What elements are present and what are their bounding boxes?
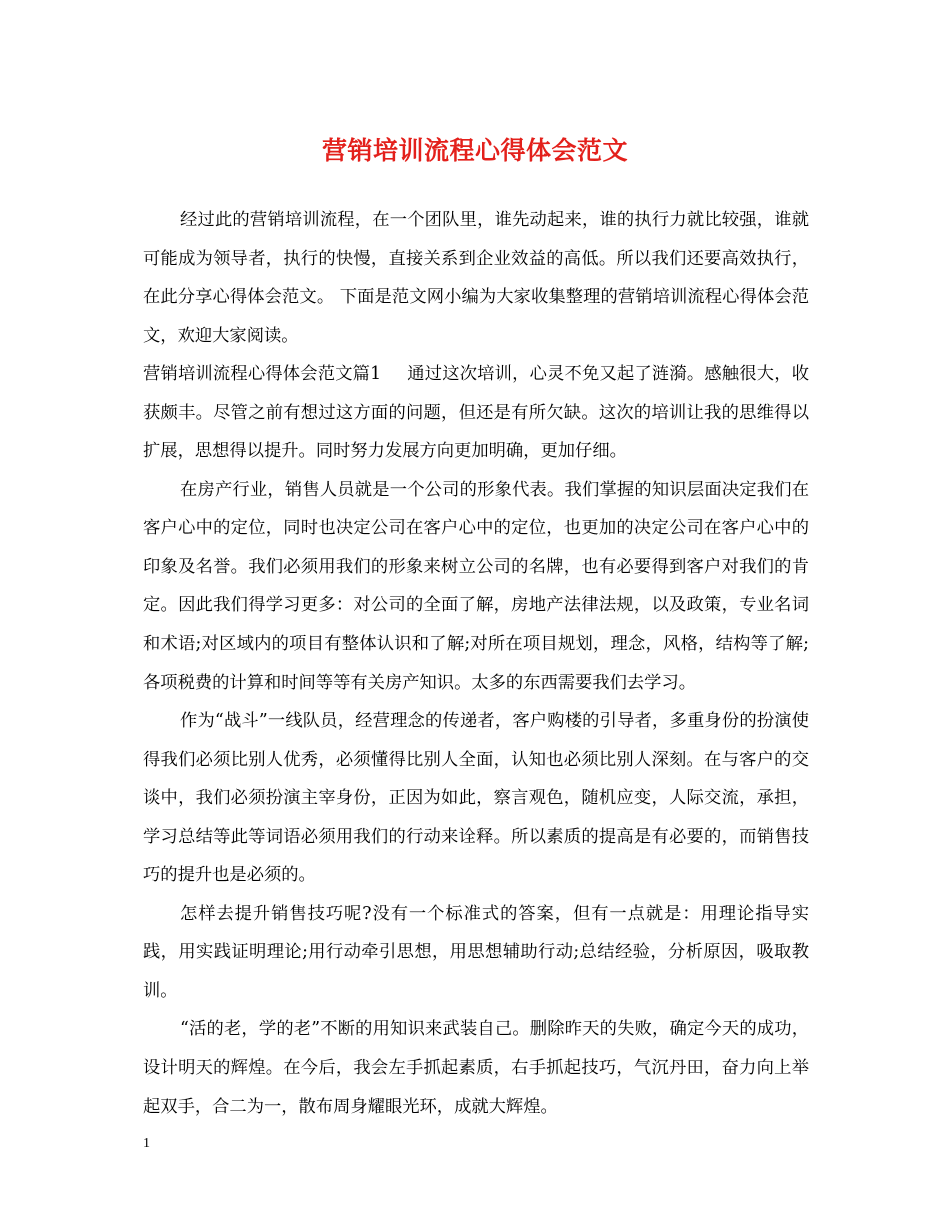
section-heading: 营销培训流程心得体会范文篇1 bbox=[143, 364, 382, 385]
paragraph-conclusion: “活的老，学的老”不断的用知识来武装自己。删除昨天的失败，确定今天的成功，设计明天的辉煌。在今后，我会左手抓起素质，右手抓起技巧，气沉丹田，奋力向上举起双手，合二为一，散布周身耀眼光环，成就大辉煌。 bbox=[143, 1019, 809, 1117]
document-body bbox=[143, 201, 809, 1126]
document-title: 营销培训流程心得体会范文 bbox=[321, 136, 628, 165]
paragraph-frontline: 作为“战斗”一线队员，经营理念的传递者，客户购楼的引导者，多重身份的扮演使得我们必须比别人优秀，必须懂得比别人全面，认知也必须比别人深刻。在与客户的交谈中，我们必须扮演主宰身份，正因为如此，察言观色，随机应变，人际交流，承担，学习总结等此等词语必须用我们的行动来诠释。所以素质的提高是有必要的，而销售技巧的提升也是必须的。 bbox=[143, 711, 809, 886]
paragraph-intro: 经过此的营销培训流程，在一个团队里，谁先动起来，谁的执行力就比较强，谁就可能成为领导者，执行的快慢，直接关系到企业效益的高低。所以我们还要高效执行，在此分享心得体会范文。 下面是范文网小编为大家收集整理的营销培训流程心得体会范文，欢迎大家阅读。 bbox=[143, 210, 809, 346]
paragraph-skills: 怎样去提升销售技巧呢?没有一个标准式的答案，但有一点就是：用理论指导实践，用实践证明理论;用行动牵引思想，用思想辅助行动;总结经验，分析原因，吸取教训。 bbox=[143, 903, 809, 1001]
paragraph-text: 通过这次培训，心灵不免又起了涟漪。感触很大，收获颇丰。尽管之前有想过这方面的问题，但还是有所欠缺。这次的培训让我的思维得以扩展，思想得以提升。同时努力发展方向更加明确，更加仔细。 bbox=[143, 364, 809, 462]
paragraph-section-1 bbox=[143, 355, 809, 471]
paragraph-real-estate: 在房产行业，销售人员就是一个公司的形象代表。我们掌握的知识层面决定我们在客户心中的定位，同时也决定公司在客户心中的定位，也更加的决定公司在客户心中的印象及名誉。我们必须用我们的形象来树立公司的名牌，也有必要得到客户对我们的肯定。因此我们得学习更多：对公司的全面了解，房地产法律法规，以及政策，专业名词和术语;对区域内的项目有整体认识和了解;对所在项目规划，理念，风格，结构等了解;各项税费的计算和时间等等有关房产知识。太多的东西需要我们去学习。 bbox=[143, 479, 809, 693]
page-number: 1 bbox=[143, 1136, 150, 1151]
